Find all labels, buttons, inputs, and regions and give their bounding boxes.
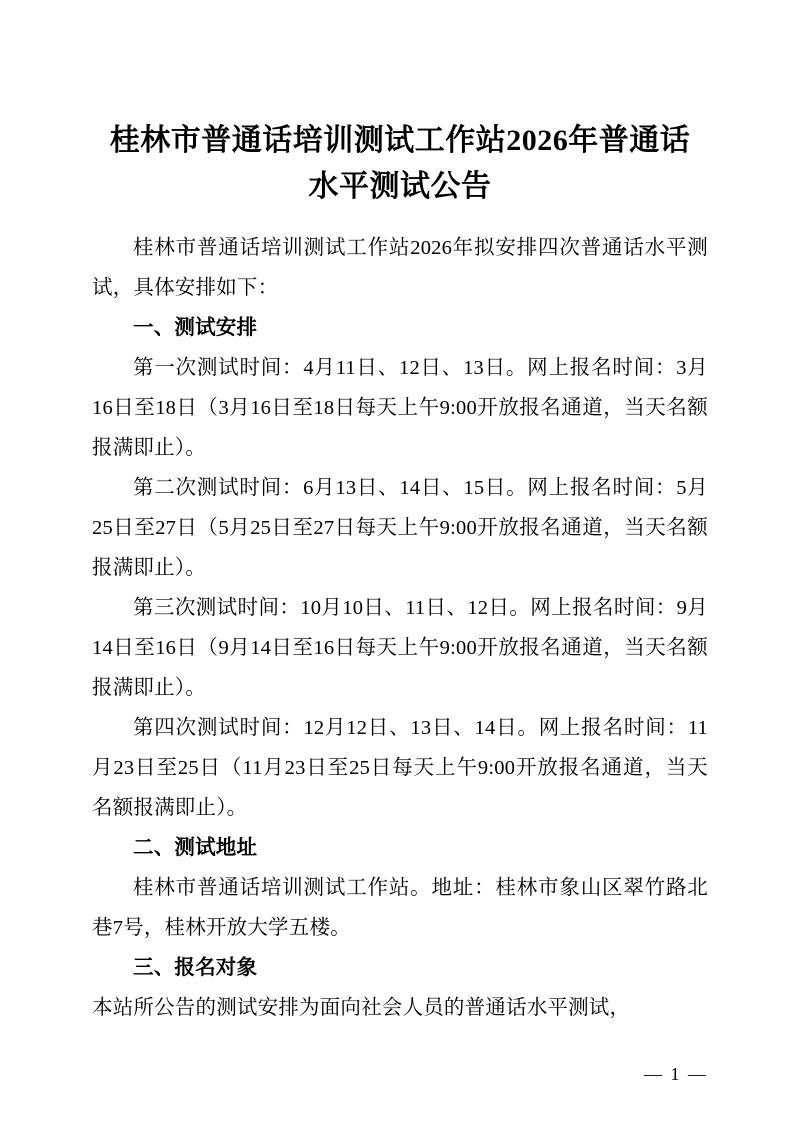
section-1-paragraph-4: 第四次测试时间：12月12日、13日、14日。网上报名时间：11月23日至25日（11月23日至25日每天上午9:00开放报名通道，当天名额报满即止）。 <box>92 717 708 819</box>
page-number: — 1 — <box>644 1064 708 1084</box>
intro-paragraph: 桂林市普通话培训测试工作站2026年拟安排四次普通话水平测试，具体安排如下： <box>92 237 708 299</box>
section-heading-2: 二、测试地址 <box>133 837 258 859</box>
section-1-paragraph-1: 第一次测试时间：4月11日、12日、13日。网上报名时间：3月16日至18日（3月16日至18日每天上午9:00开放报名通道，当天名额报满即止）。 <box>92 357 708 459</box>
section-heading-1: 一、测试安排 <box>133 317 258 339</box>
page-title: 桂林市普通话培训测试工作站2026年普通话水平测试公告 <box>109 124 691 203</box>
section-2-paragraph-1: 桂林市普通话培训测试工作站。地址：桂林市象山区翠竹路北巷7号，桂林开放大学五楼。 <box>92 877 708 939</box>
section-3-paragraph-1: 本站所公告的测试安排为面向社会人员的普通话水平测试， <box>92 997 631 1019</box>
section-1-paragraph-2: 第二次测试时间：6月13日、14日、15日。网上报名时间：5月25日至27日（5月25日至27日每天上午9:00开放报名通道，当天名额报满即止）。 <box>92 477 708 579</box>
section-heading-3: 三、报名对象 <box>133 957 258 979</box>
section-1-paragraph-3: 第三次测试时间：10月10日、11日、12日。网上报名时间：9月14日至16日（9月14日至16日每天上午9:00开放报名通道，当天名额报满即止）。 <box>92 597 708 699</box>
